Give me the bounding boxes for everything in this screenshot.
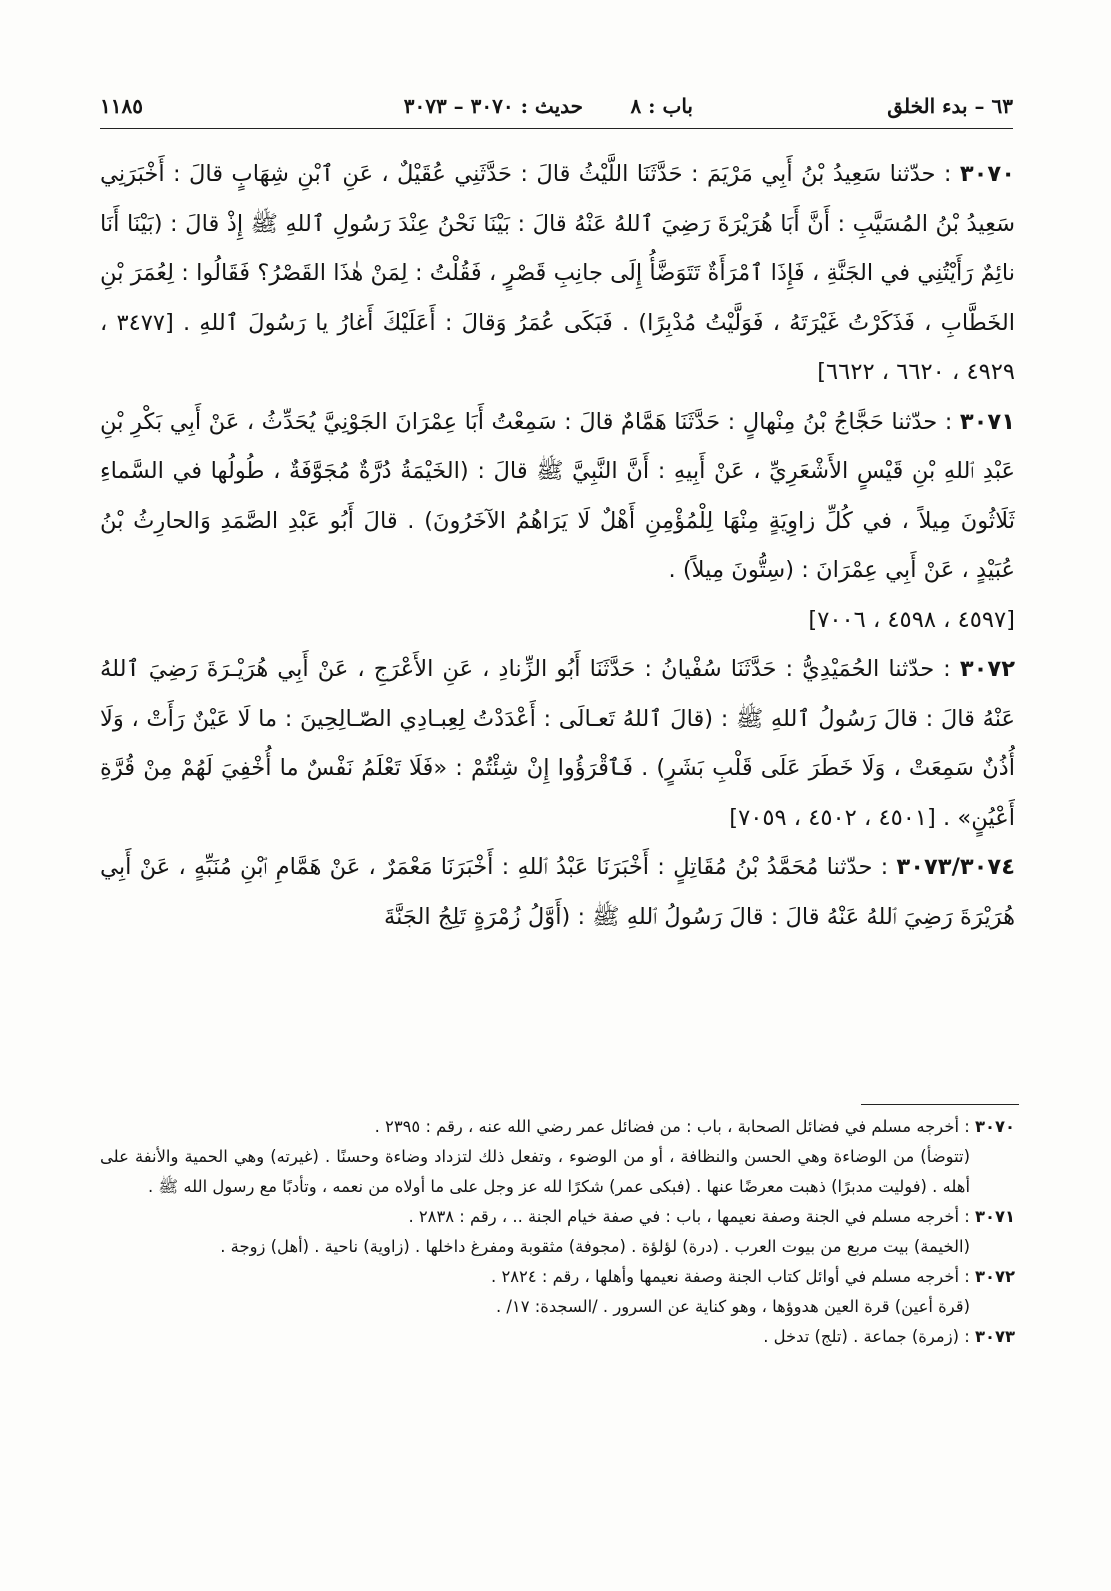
hadith-number: ٣٠٧١ — [959, 408, 1015, 435]
footnote-text: : (زمرة) جماعة . (تلج) تدخل . — [763, 1327, 970, 1346]
footnote-gloss: (الخيمة) بيت مربع من بيوت العرب . (درة) لؤلؤة . (مجوفة) مثقوبة ومفرغ داخلها . (زاوية) ناحية . (أهل) زوجة . — [220, 1237, 970, 1256]
hadith-body — [100, 150, 1015, 1095]
footnote-3071 — [100, 1202, 1015, 1232]
hadith-number: ٣٠٧٠ — [959, 161, 1015, 187]
footnote-number: ٣٠٧١ — [974, 1207, 1015, 1226]
footnote-number: ٣٠٧٠ — [974, 1117, 1015, 1136]
bab-label: باب : ٨ — [630, 94, 693, 118]
running-header — [100, 88, 1013, 124]
footnote-rule — [861, 1104, 1019, 1105]
hadith-text: : حدّثنا سَعِيدُ بْنُ أَبِي مَرْيَمَ : حَدَّثَنَا اللَّيْثُ قالَ : حَدَّثَنِي عُقَيْلٌ ، عَنِ ٱبْنِ شِهَابٍ قالَ : أَخْبَرَنِي سَعِيدُ بْنُ المُسَيَّبِ : أَنَّ أَبَا هُرَيْرَةَ رَضِيَ ٱللهُ عَنْهُ قالَ : بَيْنَا نَحْنُ عِنْدَ رَسُولِ ٱللهِ ﷺ إِذْ قالَ : (بَيْنَا أَنَا نائِمٌ رَأَيْتُنِي في الجَنَّةِ ، فَإِذَا ٱمْرَأَةٌ تَتَوَضَّأُ إِلَى جانِبِ قَصْرٍ ، فَقُلْتُ : لِمَنْ هٰذَا القَصْرُ؟ فَقَالُوا : لِعُمَرَ بْنِ الخَطَّابِ ، فَذَكَرْتُ غَيْرَتَهُ ، فَوَلَّيْتُ مُدْبِرًا) . فَبَكَى عُمَرُ وَقالَ : أَعَلَيْكَ أَغارُ يا رَسُولَ ٱللهِ . [٣٤٧٧ ، ٤٩٢٩ ، ٦٦٢٠ ، ٦٦٢٢] — [100, 161, 1015, 385]
footnote-gloss: (تتوضأ) من الوضاءة وهي الحسن والنظافة ، أو من الوضوء ، وتفعل ذلك لتزداد وضاءة وحسنًا . (غيرته) وهي الحمية والأنفة على أهله . (فوليت مدبرًا) ذهبت معرضًا عنها . (فبكى عمر) شكرًا لله عز وجل على ما أولاه من نعمه ، وتأدبًا مع رسول الله ﷺ . — [100, 1147, 970, 1196]
footnote-text: : أخرجه مسلم في الجنة وصفة نعيمها ، باب : في صفة خيام الجنة .. ، رقم : ٢٨٣٨ . — [408, 1207, 970, 1226]
footnote-text: : أخرجه مسلم في أوائل كتاب الجنة وصفة نعيمها وأهلها ، رقم : ٢٨٢٤ . — [491, 1267, 970, 1286]
hadith-refs: [٤٥٩٧ ، ٤٥٩٨ ، ٧٠٠٦] — [808, 606, 1015, 633]
footnote-gloss: (قرة أعين) قرة العين هدوؤها ، وهو كناية عن السرور . /السجدة: ١٧/ . — [495, 1297, 970, 1316]
hadith-3073 — [100, 843, 1015, 942]
hadith-range: حديث : ٣٠٧٠ – ٣٠٧٣ — [403, 94, 583, 118]
footnote-3073 — [100, 1322, 1015, 1352]
footnote-number: ٣٠٧٢ — [974, 1267, 1015, 1286]
hadith-text: : حدّثنا حَجَّاجُ بْنُ مِنْهالٍ : حَدَّثَنَا هَمَّامٌ قالَ : سَمِعْتُ أَبَا عِمْرَانَ الجَوْنِيَّ يُحَدِّثُ ، عَنْ أَبِي بَكْرِ بْنِ عَبْدِ ٱللهِ بْنِ قَيْسٍ الأَشْعَرِيِّ ، عَنْ أَبِيهِ : أَنَّ النَّبِيَّ ﷺ قالَ : (الخَيْمَةُ دُرَّةٌ مُجَوَّفَةٌ ، طُولُها في السَّماءِ ثَلَاثُونَ مِيلاً ، في كُلِّ زاوِيَةٍ مِنْهَا لِلْمُؤْمِنِ أَهْلٌ لَا يَرَاهُمُ الآخَرُونَ) . قالَ أَبُو عَبْدِ الصَّمَدِ وَالحارِثُ بْنُ عُبَيْدٍ ، عَنْ أَبِي عِمْرَانَ : (سِتُّونَ مِيلاً) . — [100, 408, 1015, 583]
header-rule — [100, 128, 1013, 129]
hadith-text: : حدّثنا مُحَمَّدُ بْنُ مُقَاتِلٍ : أَخْبَرَنَا عَبْدُ ٱللهِ : أَخْبَرَنَا مَعْمَرٌ ، عَنْ هَمَّامِ ٱبْنِ مُنَبِّهٍ ، عَنْ أَبِي هُرَيْرَةَ رَضِيَ ٱللهُ عَنْهُ قالَ : قالَ رَسُولُ ٱللهِ ﷺ : (أَوَّلُ زُمْرَةٍ تَلِجُ الجَنَّةَ — [100, 854, 1015, 930]
hadith-3071 — [100, 398, 1015, 596]
hadith-number: ٣٠٧٢ — [959, 656, 1015, 682]
hadith-3070 — [100, 150, 1015, 398]
footnotes — [100, 1112, 1015, 1532]
hadith-3071-refs — [100, 596, 1015, 646]
footnote-text: : أخرجه مسلم في فضائل الصحابة ، باب : من فضائل عمر رضي الله عنه ، رقم : ٢٣٩٥ . — [374, 1117, 970, 1136]
footnote-number: ٣٠٧٣ — [974, 1327, 1015, 1346]
page-number: ١١٨٥ — [100, 94, 143, 118]
hadith-text: : حدّثنا الحُمَيْدِيُّ : حَدَّثَنَا سُفْيانُ : حَدَّثَنَا أَبُو الزِّنادِ ، عَنِ الأَعْرَجِ ، عَنْ أَبِي هُرَيْـرَةَ رَضِيَ ٱللهُ عَنْهُ قالَ : قالَ رَسُولُ ٱللهِ ﷺ : (قالَ ٱللهُ تَعـالَى : أَعْدَدْتُ لِعِبـادِي الصّـالِحِينَ : ما لَا عَيْنٌ رَأَتْ ، وَلَا أُذُنٌ سَمِعَتْ ، وَلَا خَطَرَ عَلَى قَلْبِ بَشَرٍ) . فَٱقْرَؤُوا إِنْ شِئْتُمْ : «فَلَا تَعْلَمُ نَفْسٌ ما أُخْفِيَ لَهُمْ مِنْ قُرَّةِ أَعْيُنٍ» . [٤٥٠١ ، ٤٥٠٢ ، ٧٠٥٩] — [100, 656, 1015, 831]
footnote-3072 — [100, 1262, 1015, 1292]
chapter-title: ٦٣ – بدء الخلق — [887, 94, 1013, 118]
hadith-number: ٣٠٧٣/٣٠٧٤ — [896, 854, 1015, 880]
hadith-3072 — [100, 645, 1015, 843]
footnote-3070 — [100, 1112, 1015, 1142]
